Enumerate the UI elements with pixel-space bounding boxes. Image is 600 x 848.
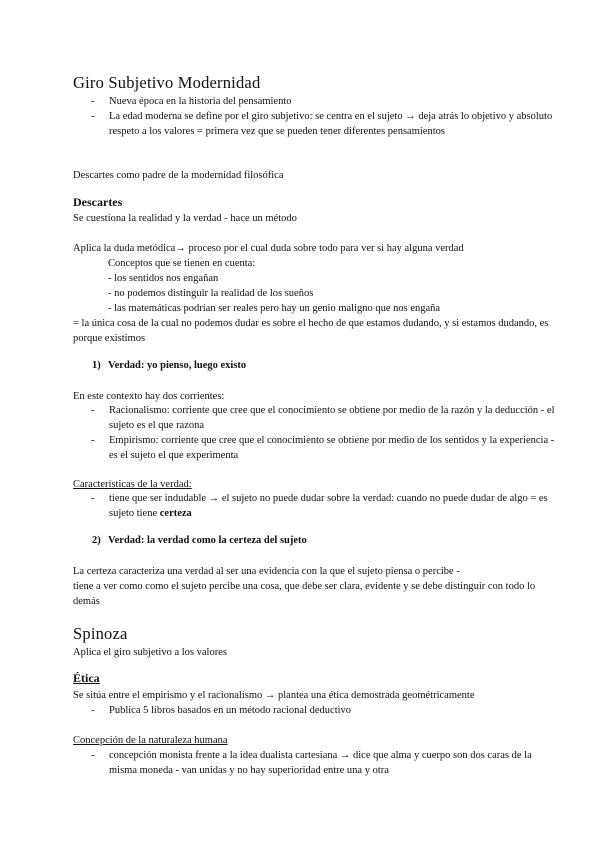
subheading-ethics: Ética [73,671,100,685]
list-item-text: Publica 5 libros basados en un método racional deductivo [109,705,352,716]
concept-line: - no podemos distinguir la realidad de los sueños [108,288,314,299]
list-item-text: tiene que ser indudable → el sujeto no puede dudar sobre la verdad: cuando no puede dudar de algo = es sujeto tiene [109,493,548,519]
concept-line: - las matemáticas podrían ser reales pero hay un genio maligno que nos engaña [108,303,441,314]
paragraph: La certeza caracteriza una verdad al ser una evidencia con la que el sujeto piensa o percibe - [73,566,460,577]
numbered-heading [92,535,307,546]
list-item: - Nueva época en la historia del pensamiento [91,96,292,107]
section-heading-descartes: Descartes [73,195,123,209]
number: 2) [92,535,101,546]
concept-line: - los sentidos nos engañan [108,273,219,284]
list-item: - Racionalismo: corriente que cree que el conocimiento se obtiene por medio de la razón y la deducción - el sujeto es el que razona [91,405,555,431]
subheading-nature: Concepción de la naturaleza humana [73,735,228,746]
paragraph: Aplica la duda metódica→ proceso por el cual duda sobre todo para ver si hay alguna verdad [73,243,464,254]
list-item: - La edad moderna se define por el giro subjetivo: se centra en el sujeto → deja atrás lo objetivo y absoluto respeto a los valores = primera vez que se pueden tener diferentes pensamientos [91,111,553,137]
subheading-features: Características de la verdad: [73,479,192,490]
list-item-text: Empirismo: corriente que cree que el conocimiento se obtiene por medio de los sentidos y la experiencia - es el sujeto el que experimenta [109,435,555,461]
ethics-list [73,703,560,718]
list-item: - concepción monista frente a la idea dualista cartesiana → dice que alma y cuerpo son dos caras de la misma moneda - van unidas y no hay superioridad entre una y otra [91,750,532,776]
list-item-text: Racionalismo: corriente que cree que el conocimiento se obtiene por medio de la razón y la deducción - el sujeto es el que razona [109,405,555,431]
numbered-heading-text: Verdad: la verdad como la certeza del sujeto [108,535,307,546]
section-heading-spinoza: Spinoza [73,624,128,643]
concept-line: Conceptos que se tienen en cuenta: [108,258,256,269]
paragraph: En este contexto hay dos corrientes: [73,391,225,402]
list-item: - Empirismo: corriente que cree que el conocimiento se obtiene por medio de los sentidos y la experiencia - es el sujeto el que experimenta [91,435,555,461]
paragraph: Aplica el giro subjetivo a los valores [73,647,227,658]
paragraph: Se sitúa entre el empirismo y el racionalismo → plantea una ética demostrada geométricamente [73,690,475,701]
currents-list [73,403,560,463]
number: 1) [92,360,101,371]
list-item: - Publica 5 libros basados en un método racional deductivo [91,705,352,716]
paragraph: = la única cosa de la cual no podemos dudar es sobre el hecho de que estamos dudando, y si estamos dudando, es porque existimos [73,318,549,344]
list-item-text: Nueva época en la historia del pensamiento [109,96,292,107]
numbered-heading-text: Verdad: yo pienso, luego existo [108,360,247,371]
bold-term: certeza [159,508,192,519]
intro-bullet-list [73,94,560,139]
paragraph: tiene a ver como como el sujeto percibe una cosa, que debe ser clara, evidente y se debe distinguir con todo lo demás [73,581,536,607]
list-item-text: concepción monista frente a la idea dualista cartesiana → dice que alma y cuerpo son dos caras de la misma moneda - van unidas y no hay superioridad entre una y otra [109,750,532,776]
list-item: - tiene que ser indudable → el sujeto no puede dudar sobre la verdad: cuando no puede dudar de algo = es sujeto tiene certeza [91,493,548,519]
list-item-text: La edad moderna se define por el giro subjetivo: se centra en el sujeto → deja atrás lo objetivo y absoluto respeto a los valores = primera vez que se pueden tener diferentes pensamientos [109,111,553,137]
numbered-heading [92,360,246,371]
descartes-intro: Descartes como padre de la modernidad filosófica [73,170,284,181]
page-title: Giro Subjetivo Modernidad [73,73,261,92]
paragraph: Se cuestiona la realidad y la verdad - hace un método [73,213,297,224]
features-list [73,491,560,521]
nature-list [73,748,560,778]
